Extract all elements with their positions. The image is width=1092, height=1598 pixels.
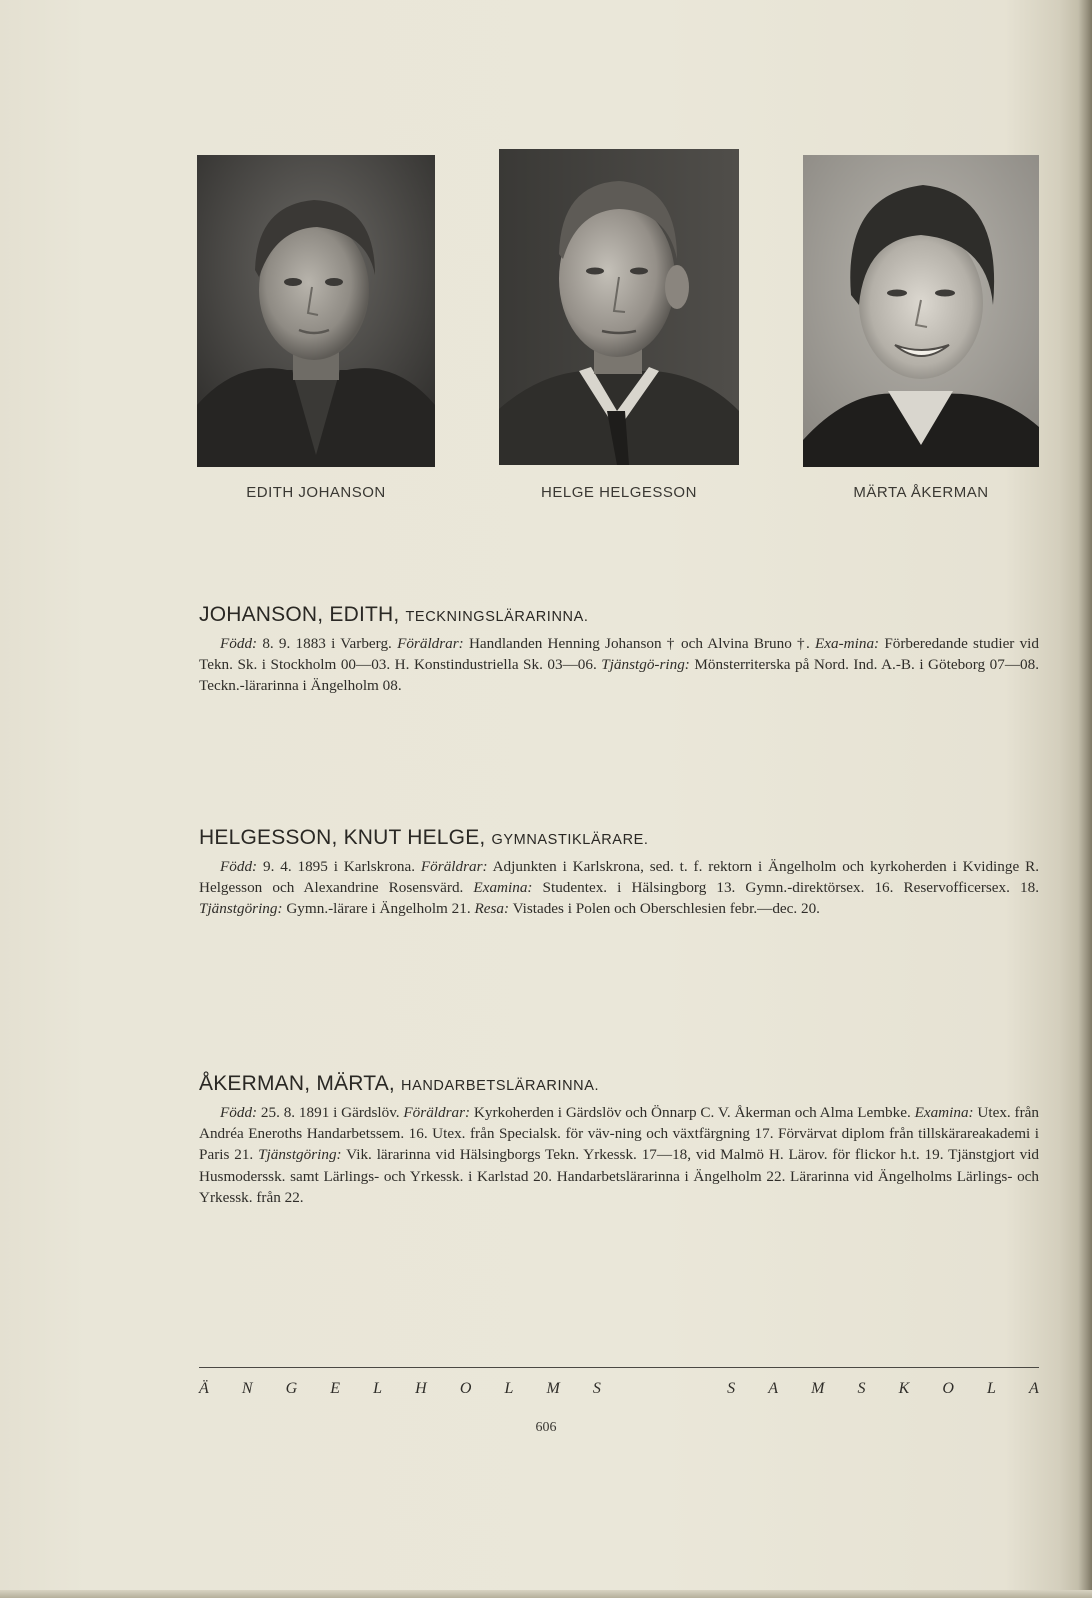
portrait-marta-akerman bbox=[803, 155, 1039, 467]
entry-field-label: Föräldrar: bbox=[420, 858, 488, 875]
entry-field-label: Tjänstgö-ring: bbox=[601, 656, 690, 674]
entry-johanson bbox=[199, 603, 1039, 697]
entry-body bbox=[199, 633, 1039, 697]
entry-heading bbox=[199, 826, 1039, 850]
entry-given-name: KNUT HELGE, bbox=[343, 826, 486, 849]
caption-marta-akerman: MÄRTA ÅKERMAN bbox=[853, 484, 989, 501]
footer-running-title bbox=[199, 1380, 1039, 1402]
entry-field-label: Född: bbox=[220, 635, 258, 652]
footer-letter: N bbox=[241, 1380, 253, 1397]
page-edge-bottom bbox=[0, 1590, 1092, 1598]
entry-helgesson bbox=[199, 826, 1039, 920]
footer-letter: M bbox=[546, 1380, 560, 1397]
footer-word-gap bbox=[634, 1380, 694, 1402]
entry-field-text: Gymn.-lärare i Ängelholm 21. bbox=[282, 900, 475, 918]
entry-field-text: 9. 4. 1895 i Karlskrona. bbox=[257, 858, 421, 875]
entry-heading bbox=[199, 603, 1039, 627]
footer-letter: Ä bbox=[199, 1380, 209, 1397]
entry-akerman bbox=[199, 1072, 1039, 1208]
footer-letter: M bbox=[811, 1380, 825, 1397]
entry-role: HANDARBETSLÄRARINNA. bbox=[401, 1078, 600, 1094]
footer-letter: A bbox=[768, 1380, 778, 1397]
footer-letter: L bbox=[373, 1380, 383, 1397]
footer-letter: O bbox=[942, 1380, 954, 1397]
entry-field-label: Föräldrar: bbox=[403, 1104, 471, 1121]
entry-field-label: Exa-mina: bbox=[815, 635, 880, 652]
entry-body bbox=[199, 856, 1039, 920]
caption-helge-helgesson: HELGE HELGESSON bbox=[541, 484, 697, 501]
entry-role: TECKNINGSLÄRARINNA. bbox=[405, 609, 589, 625]
entry-field-text: Utex. från Andréa Eneroths Handarbetssem. 16. Utex. från Specialsk. för väv-ning och växtfärgning 17. Förvärvat diplom från tillskärareakademi i Paris 21. bbox=[199, 1104, 1039, 1164]
entry-field-label: Examina: bbox=[473, 879, 533, 897]
entry-field-text: Mönsterriterska på Nord. Ind. A.-B. i Göteborg 07—08. Teckn.-lärarinna i Ängelholm 08. bbox=[199, 656, 1040, 695]
entry-field-label: Född: bbox=[220, 858, 258, 875]
entry-role: GYMNASTIKLÄRARE. bbox=[491, 832, 649, 848]
entry-field-text: Vik. lärarinna vid Hälsingborgs Tekn. Yrkessk. 17—18, vid Malmö H. Lärov. för flickor h.t. 19. Tjänstgjort vid Husmoderssk. samt Lärlings- och Yrkessk. i Karlstad 20. Handarbetslärarinna i Ängelholm 22. Lärarinna vid Ängelholms Lärlings- och Yrkessk. från 22. bbox=[199, 1146, 1040, 1206]
entry-field-text: Kyrkoherden i Gärdslöv och Önnarp C. V. Åkerman och Alma Lembke. bbox=[470, 1104, 915, 1121]
entry-field-text: Studentex. i Hälsingborg 13. Gymn.-direktörsex. 16. Reservofficersex. 18. bbox=[532, 879, 1039, 897]
page-number: 606 bbox=[535, 1420, 557, 1435]
footer-letter: H bbox=[415, 1380, 427, 1397]
footer-letter: K bbox=[898, 1380, 910, 1397]
caption-edith-johanson: EDITH JOHANSON bbox=[246, 484, 386, 501]
footer-letter: O bbox=[459, 1380, 472, 1397]
entry-field-label: Tjänstgöring: bbox=[199, 900, 283, 918]
footer-letter: S bbox=[592, 1380, 601, 1397]
entry-heading bbox=[199, 1072, 1039, 1096]
entry-body bbox=[199, 1102, 1039, 1208]
entry-field-label: Föräldrar: bbox=[397, 635, 464, 652]
entry-field-label: Född: bbox=[220, 1104, 258, 1121]
entry-field-label: Resa: bbox=[474, 900, 510, 918]
entry-field-label: Examina: bbox=[914, 1104, 974, 1121]
footer-letter: S bbox=[727, 1380, 736, 1397]
entry-field-text: Handlanden Henning Johanson † och Alvina Bruno †. bbox=[463, 635, 816, 652]
entry-surname: HELGESSON, bbox=[199, 826, 338, 849]
entry-field-text: Adjunkten i Karlskrona, sed. t. f. rektorn i Ängelholm och kyrkoherden i Kvidinge R. Helgesson och Alexandrine Rosensvärd. bbox=[199, 858, 1039, 897]
footer-letter: L bbox=[504, 1380, 514, 1397]
entry-field-text: 8. 9. 1883 i Varberg. bbox=[257, 635, 398, 652]
entry-given-name: EDITH, bbox=[329, 603, 400, 626]
portrait-edith-johanson bbox=[197, 155, 435, 467]
entry-field-label: Tjänstgöring: bbox=[258, 1146, 342, 1164]
entry-surname: JOHANSON, bbox=[199, 603, 324, 626]
portrait-helge-helgesson bbox=[499, 149, 739, 465]
entry-field-text: Vistades i Polen och Oberschlesien febr.—dec. 20. bbox=[509, 900, 820, 918]
footer-letter: G bbox=[285, 1380, 298, 1397]
entry-field-text: Förberedande studier vid Tekn. Sk. i Stockholm 00—03. H. Konstindustriella Sk. 03—06. bbox=[199, 635, 1039, 674]
footer-letter: A bbox=[1029, 1380, 1039, 1397]
entry-surname: ÅKERMAN, bbox=[199, 1072, 311, 1095]
footer-letter: E bbox=[330, 1380, 341, 1397]
entry-given-name: MÄRTA, bbox=[316, 1072, 395, 1095]
footer-letter: L bbox=[987, 1380, 996, 1397]
page-edge-right bbox=[1078, 0, 1092, 1598]
entry-field-text: 25. 8. 1891 i Gärdslöv. bbox=[257, 1104, 404, 1121]
footer-rule bbox=[199, 1367, 1039, 1368]
footer-letter: S bbox=[857, 1380, 866, 1397]
